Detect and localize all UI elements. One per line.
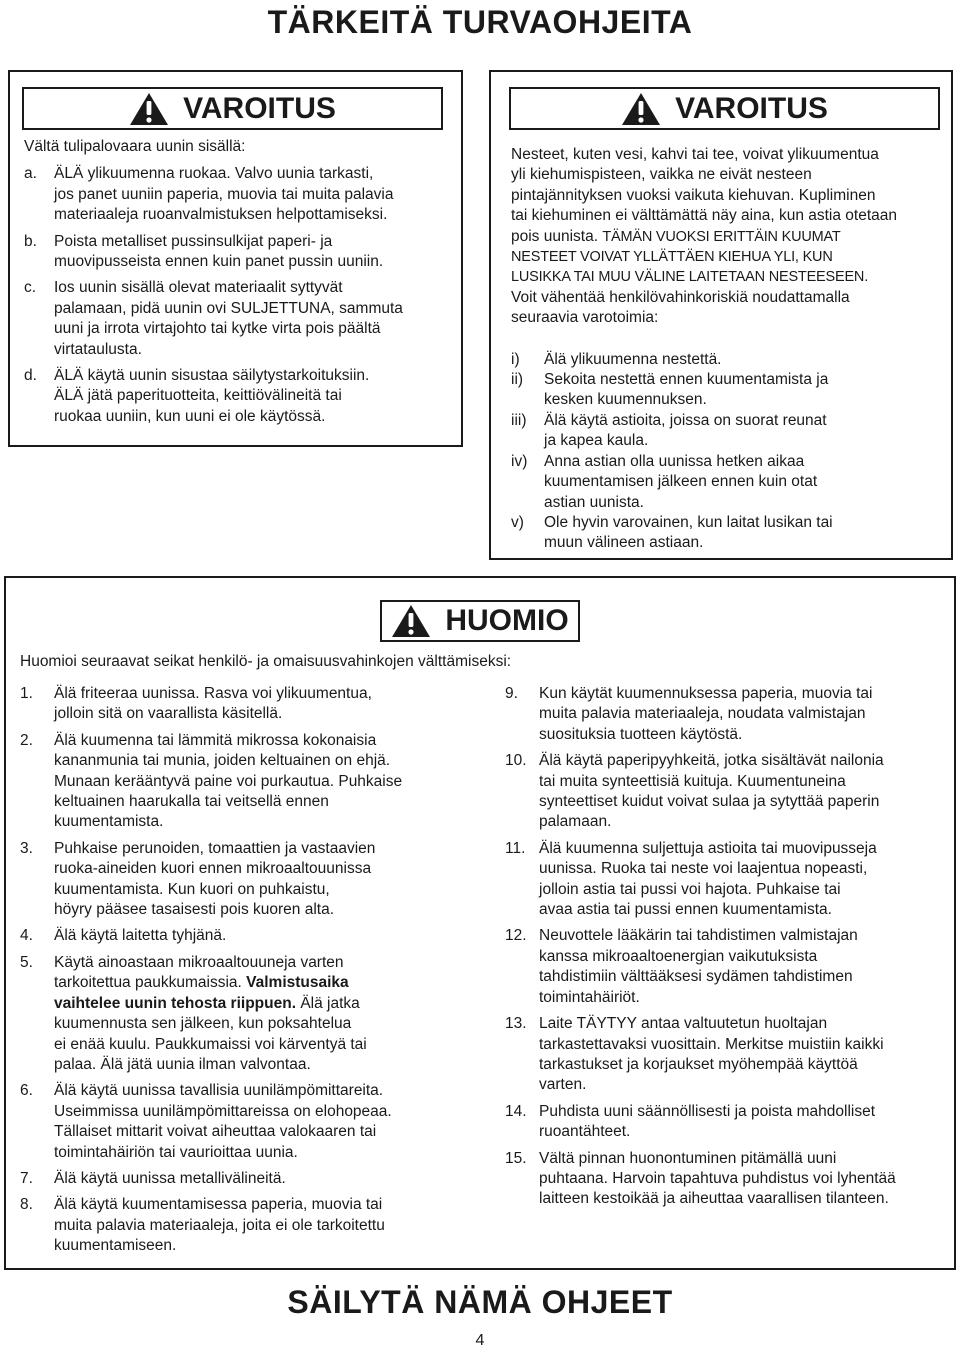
list-item: [24, 366, 449, 427]
list-item-label: ii): [511, 371, 524, 389]
warning-triangle-icon: [129, 92, 169, 126]
text-line: LUSIKKA TAI MUU VÄLINE LAITETAAN NESTEESEEN.: [511, 269, 869, 286]
list-item-label: d.: [24, 367, 37, 385]
list-item: [505, 751, 945, 833]
list-item: [20, 926, 470, 946]
list-item-label: 8.: [20, 1196, 33, 1214]
text-line: tai muita synteettisiä kuituja. Kuumentuneina: [539, 772, 846, 790]
text-line: Kun käytät kuumennuksessa paperia, muovia tai: [539, 685, 873, 702]
text-line: ÄLÄ ylikuumenna ruokaa. Valvo uunia tarkasti,: [54, 165, 374, 183]
text-line: uuni ja irrota virtajohto tai kytke virta pois päältä: [54, 320, 381, 338]
text-line: tai kiehuminen ei välttämättä näy aina, kun astia otetaan: [511, 207, 898, 225]
list-item-text: [539, 1014, 945, 1096]
list-item: [505, 1014, 945, 1096]
text-line: Useimmissa uunilämpömittareissa on elohopeaa.: [54, 1102, 392, 1120]
list-item-label: 6.: [20, 1082, 33, 1100]
list-item: [505, 839, 945, 921]
text-line: Ios uunin sisällä olevat materiaalit syttyvät: [54, 279, 343, 297]
list-item-text: [54, 278, 449, 360]
list-item-text: [54, 731, 470, 833]
list-item-label: v): [511, 513, 524, 531]
text-line: jolloin sitä on vaarallista käsitellä.: [54, 705, 283, 723]
list-item-text: [54, 232, 449, 273]
warning-banner-right: [509, 87, 940, 130]
list-item-label: i): [511, 350, 520, 368]
text-line: Neuvottele lääkärin tai tahdistimen valmistajan: [539, 927, 858, 945]
list-item: [24, 164, 449, 225]
list-item-text: [54, 953, 470, 1075]
list-item-text: [54, 839, 470, 921]
list-item: [505, 684, 945, 745]
text-line: tarkoitettua paukkumaissia. Valmistusaika: [54, 974, 349, 992]
warning-right-line5: pois uunista. TÄMÄN VUOKSI ERITTÄIN KUUMAT: [511, 227, 841, 245]
notice-left-column: [20, 684, 470, 1257]
text-line: palaa. Älä jätä uunia ilman valvontaa.: [54, 1055, 311, 1073]
warning-triangle-icon: [621, 92, 661, 126]
text-line: ruokaa uuniin, kun uuni ei ole käytössä.: [54, 407, 326, 425]
warning-banner-left: [22, 87, 443, 130]
list-item: [24, 278, 449, 360]
list-item-label: 13.: [505, 1015, 527, 1033]
warning-title-left: VAROITUS: [183, 91, 336, 125]
warning-triangle-icon: [391, 604, 431, 638]
list-item: [511, 452, 941, 513]
list-item: [20, 953, 470, 1075]
text-line: pintajännityksen vuoksi vaikuta kiehuvan. Kupliminen: [511, 186, 876, 204]
text-line: yli kiehumispisteen, vaikka ne eivät nesteen: [511, 166, 812, 184]
text-line: kuumentamista.: [54, 813, 164, 831]
text-line: Voit vähentää henkilövahinkoriskiä noudattamalla: [511, 288, 850, 306]
text-line: uunissa. Ruoka tai neste voi laajentua nopeasti,: [539, 860, 868, 878]
text-line: puhtaana. Harvoin tapahtuva puhdistus voi lyhentää: [539, 1169, 896, 1187]
list-item-text: [54, 1195, 470, 1256]
text-line: kuumentamista. Kun kuori on puhkaistu,: [54, 880, 330, 898]
list-item: [20, 1081, 470, 1163]
list-item-label: 2.: [20, 731, 33, 749]
list-item-label: 11.: [505, 839, 526, 857]
list-item: [20, 1195, 470, 1256]
text-line: Laite TÄYTYY antaa valtuutetun huoltajan: [539, 1015, 828, 1033]
warning-right-content: [511, 145, 941, 554]
text-line: muita palavia materiaaleja, noudata valmistajan: [539, 705, 866, 723]
text-line: ruoka-aineiden kuori ennen mikroaaltouunissa: [54, 860, 372, 878]
text-line: kananmunia tai munia, joiden keltuainen on ehjä.: [54, 752, 391, 770]
text-line: ÄLÄ käytä uunin sisustaa säilytystarkoituksiin.: [54, 367, 370, 385]
warning-left-content: [24, 137, 449, 427]
text-line: kuumentamiseen.: [54, 1237, 177, 1255]
list-item-label: 4.: [20, 927, 33, 945]
text-line: Älä käytä astioita, joissa on suorat reunat: [544, 411, 827, 429]
list-item-label: c.: [24, 279, 37, 297]
text-line: kesken kuumennuksen.: [544, 391, 707, 409]
text-line: Sekoita nestettä ennen kuumentamista ja: [544, 371, 829, 389]
list-item: [511, 370, 941, 411]
list-item-text: [54, 1169, 470, 1189]
notice-right-column: [505, 684, 945, 1210]
text-line: ÄLÄ jätä paperituotteita, keittiövälineitä tai: [54, 387, 342, 405]
text-line: palamaan.: [539, 813, 612, 831]
text-line: tarkastukset ja korjaukset myöhempää käyttöä: [539, 1055, 858, 1073]
text-line: synteettiset kuidut voivat sulaa ja sytyttää paperin: [539, 793, 880, 811]
list-item-label: 3.: [20, 839, 33, 857]
list-item-text: [539, 1149, 945, 1210]
footer-title: SÄILYTÄ NÄMÄ OHJEET: [287, 1284, 673, 1320]
text-line: palamaan, pidä uunin ovi SULJETTUNA, sammuta: [54, 299, 403, 317]
text-line: Älä käytä kuumentamisessa paperia, muovia tai: [54, 1196, 383, 1214]
text-line: Älä friteeraa uunissa. Rasva voi ylikuumentua,: [54, 685, 372, 702]
list-item: [20, 839, 470, 921]
text-line: muun välineen astiaan.: [544, 534, 704, 552]
text-line: ja kapea kaula.: [544, 432, 649, 450]
list-item-text: [544, 350, 941, 370]
warning-title-right: VAROITUS: [675, 91, 828, 125]
text-line: toimintahäiriöt.: [539, 988, 640, 1006]
page-number: 4: [475, 1332, 485, 1349]
list-item-text: [54, 926, 470, 946]
text-line: Älä kuumenna suljettuja astioita tai muovipusseja: [539, 839, 877, 857]
text-line: Poista metalliset pussinsulkijat paperi- ja: [54, 232, 333, 250]
list-item: [505, 1102, 945, 1143]
list-item-text: [54, 164, 449, 225]
list-item-text: [544, 513, 941, 554]
text-line: Vältä pinnan huonontuminen pitämällä uuni: [539, 1149, 837, 1167]
text-line: muovipusseista ennen kuin panet pussin uuniin.: [54, 253, 384, 271]
list-item-text: [539, 839, 945, 921]
list-item-text: [544, 452, 941, 513]
list-item: [511, 350, 941, 370]
list-item-text: [54, 366, 449, 427]
notice-intro: Huomioi seuraavat seikat henkilö- ja omaisuusvahinkojen välttämiseksi:: [20, 653, 512, 670]
text-line: kanssa mikroaaltoenergian vaikutuksista: [539, 947, 818, 965]
text-line: tahdistimiin välttääksesi sydämen tahdistimen: [539, 968, 853, 986]
list-item-text: [544, 411, 941, 452]
text-line: vaihtelee uunin tehosta riippuen. Älä jatka: [54, 994, 360, 1012]
text-line: suosituksia tuotteen käytöstä.: [539, 725, 743, 743]
list-item-label: 5.: [20, 953, 33, 971]
list-item-label: b.: [24, 232, 37, 250]
list-item-label: 15.: [505, 1149, 527, 1167]
text-line: ruoantähteet.: [539, 1123, 631, 1141]
text-line: varten.: [539, 1076, 587, 1094]
page-title: TÄRKEITÄ TURVAOHJEITA: [267, 4, 693, 40]
list-item: [20, 731, 470, 833]
list-item-text: [539, 926, 945, 1008]
list-item-text: [54, 684, 470, 725]
text-line: seuraavia varotoimia:: [511, 309, 659, 327]
list-item-label: 10.: [505, 752, 527, 770]
list-item-label: 14.: [505, 1102, 527, 1120]
text-line: Älä käytä uunissa metallivälineitä.: [54, 1169, 286, 1187]
text-line: toimintahäiriön tai vaurioittaa uunia.: [54, 1143, 298, 1161]
text-line: Älä kuumenna tai lämmitä mikrossa kokonaisia: [54, 731, 377, 749]
text-line: jolloin astia tai pussi voi hajota. Puhkaise tai: [539, 880, 841, 898]
list-item-label: 7.: [20, 1169, 33, 1187]
list-item-label: iii): [511, 411, 527, 429]
list-item: [511, 411, 941, 452]
notice-title: HUOMIO: [445, 604, 569, 637]
list-item: [20, 684, 470, 725]
text-line: höyry pääsee tasaisesti pois kuoren alta.: [54, 901, 335, 919]
text-line: kuumennusta sen jälkeen, kun poksahtelua: [54, 1015, 352, 1033]
text-line: Käytä ainoastaan mikroaaltouuneja varten: [54, 953, 344, 971]
text-line: tarkastettavaksi vuosittain. Merkitse muistiin kaikki: [539, 1035, 884, 1053]
notice-banner: [380, 600, 580, 642]
list-item-label: 9.: [505, 685, 518, 702]
list-item-text: [539, 684, 945, 745]
text-line: Tällaiset mittarit voivat aiheuttaa valokaaren tai: [54, 1123, 377, 1141]
list-item-label: iv): [511, 452, 528, 470]
list-item-label: 12.: [505, 927, 527, 945]
text-line: Puhdista uuni säännöllisesti ja poista mahdolliset: [539, 1102, 876, 1120]
text-line: Puhkaise perunoiden, tomaattien ja vastaavien: [54, 839, 376, 857]
text-line: Munaan kerääntyvä paine voi purkautua. Puhkaise: [54, 772, 403, 790]
text-line: laitteen kestoikää ja aiheuttaa vaarallisen tilanteen.: [539, 1190, 889, 1208]
list-item-text: [539, 1102, 945, 1143]
list-item: [20, 1169, 470, 1189]
list-item: [24, 232, 449, 273]
text-line: Älä käytä laitetta tyhjänä.: [54, 927, 227, 945]
text-line: muita palavia materiaaleja, joita ei ole tarkoitettu: [54, 1216, 385, 1234]
text-line: Älä ylikuumenna nestettä.: [544, 350, 722, 368]
text-line: avaa astia tai pussi ennen kuumentamista.: [539, 901, 832, 919]
text-line: materiaaleja ruoanvalmistuksen helpottamiseksi.: [54, 206, 388, 224]
list-item: [511, 513, 941, 554]
text-line: Älä käytä uunissa tavallisia uunilämpömittareita.: [54, 1082, 384, 1100]
list-item-label: a.: [24, 165, 37, 183]
list-item: [505, 1149, 945, 1210]
warning-left-intro: Vältä tulipalovaara uunin sisällä:: [24, 138, 246, 155]
text-line: Anna astian olla uunissa hetken aikaa: [544, 452, 805, 470]
list-item-text: [539, 751, 945, 833]
list-item: [505, 926, 945, 1008]
text-line: Nesteet, kuten vesi, kahvi tai tee, voivat ylikuumentua: [511, 146, 879, 163]
text-line: Ole hyvin varovainen, kun laitat lusikan tai: [544, 513, 833, 531]
list-item-label: 1.: [20, 685, 33, 702]
text-line: keltuainen haarukalla tai veitsellä ennen: [54, 793, 329, 811]
text-line: Älä käytä paperipyyhkeitä, jotka sisältävät nailonia: [539, 752, 884, 770]
text-line: kuumentamisen jälkeen ennen kuin otat: [544, 473, 818, 491]
text-line: ei enää kuulu. Paukkumaissi voi kärventyä tai: [54, 1035, 367, 1053]
list-item-text: [54, 1081, 470, 1163]
text-line: astian uunista.: [544, 493, 644, 511]
text-line: virtataulusta.: [54, 340, 142, 358]
text-line: NESTEET VOIVAT YLLÄTTÄEN KIEHUA YLI, KUN: [511, 249, 833, 266]
text-line: jos panet uuniin paperia, muovia tai muita palavia: [54, 185, 394, 203]
list-item-text: [544, 370, 941, 411]
